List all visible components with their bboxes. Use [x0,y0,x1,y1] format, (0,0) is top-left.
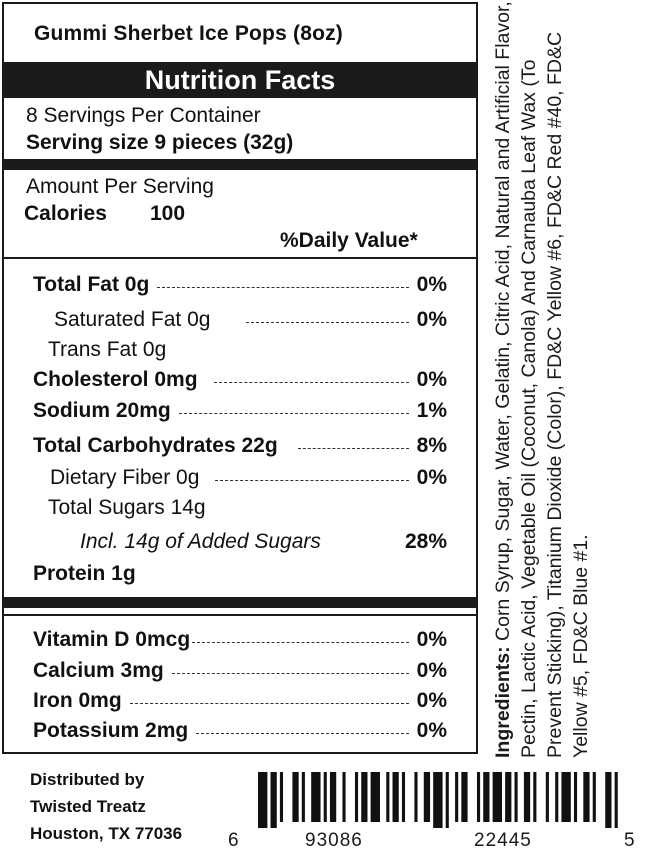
nutrient-row-total-carbohydrates [33,433,447,459]
barcode-digit-last: 5 [624,830,635,851]
barcode-bar [324,772,327,822]
barcode-bar [615,772,618,828]
vitamin-percent: 0% [416,689,447,712]
calories-value: 100 [150,202,186,225]
barcode-bar [311,772,320,822]
barcode-bar [446,772,449,828]
ingredients-label: Ingredients: [492,646,514,758]
nutrient-row-saturated-fat [54,307,447,333]
barcode-bar [505,772,511,822]
nutrient-name: Total Fat 0g [33,273,150,296]
dotted-leader [298,448,409,449]
barcode-bar [605,772,611,828]
ingredients-text: Corn Syrup, Sugar, Water, Gelatin, Citric Acid, Natural and Artificial Flavor, Pectin, Lactic Acid, Vegetable Oil (Coconut, Canola) And Carnauba Leaf Wax (To Prevent Sticking), Titanium Dioxide (Color), FD&C Yellow #6, FD&C Red #40, FD&C Yellow #5, FD&C Blue #1. [492,1,592,758]
servings-per-container: 8 Servings Per Container [26,104,261,127]
nutrient-row-dietary-fiber [50,465,447,491]
barcode-bar [258,772,267,828]
barcode-digit-first: 6 [228,830,239,851]
vitamin-name: Calcium 3mg [33,659,164,682]
nutrient-percent: 28% [404,530,447,553]
vitamin-name: Potassium 2mg [33,719,189,742]
barcode-bar [433,772,442,828]
divider [2,614,478,616]
dotted-leader [157,287,408,288]
daily-value-header: %Daily Value* [280,229,418,252]
nutrient-name: Incl. 14g of Added Sugars [80,530,321,553]
nutrient-name: Saturated Fat 0g [54,308,211,331]
barcode-bar [461,772,467,822]
barcode-bar [574,772,577,822]
vitamin-row-iron [33,688,447,714]
barcode-bar [330,772,336,822]
barcode-bar [292,772,298,822]
ingredients-block [490,0,650,758]
nutrient-row-total-fat [33,272,447,298]
divider-thick [2,159,478,170]
calories-label: Calories [24,202,107,225]
barcode-bar [414,772,417,822]
barcode-bar [546,772,549,822]
barcode-bar [355,772,358,822]
dotted-leader [172,673,409,674]
barcode-bar [342,772,345,822]
nutrient-name: Sodium 20mg [33,399,171,422]
divider-thick [2,597,478,608]
barcode-bar [561,772,570,822]
nutrient-row-added-sugars [80,529,447,555]
nutrient-percent: 8% [416,434,447,457]
nutrient-row-protein [33,561,447,587]
nutrient-percent: 0% [416,368,447,391]
barcode-bar [302,772,305,822]
vitamin-row-potassium [33,718,447,744]
barcode-bar [402,772,405,822]
dotted-leader [246,322,408,323]
nutrient-row-total-sugars [48,495,447,521]
nutrient-name: Cholesterol 0mg [33,368,198,391]
dotted-leader [130,703,409,704]
barcode-group-right: 22445 [474,830,532,851]
barcode-bar [371,772,380,822]
nutrition-facts-title: Nutrition Facts [144,65,336,95]
barcode-bar [424,772,430,822]
vitamin-name: Vitamin D 0mcg [33,628,191,651]
serving-size: Serving size 9 pieces (32g) [26,131,294,154]
barcode-group-left: 93086 [305,830,363,851]
barcode-bar [583,772,589,822]
vitamin-row-calcium [33,658,447,684]
nutrient-percent: 1% [416,399,447,422]
barcode-bar [533,772,536,822]
nutrient-row-trans-fat [48,337,447,363]
barcode-bar [271,772,277,828]
barcode-bar [493,772,502,822]
divider [2,257,478,259]
nutrient-row-sodium [33,398,447,424]
dotted-leader [215,480,408,481]
dotted-leader [214,382,409,383]
distributor-line-1: Distributed by [30,770,145,789]
vitamin-percent: 0% [416,719,447,742]
distributor-name: Twisted Treatz [30,797,146,816]
nutrient-percent: 0% [416,308,447,331]
barcode-bar [483,772,489,822]
barcode-image [258,772,624,828]
nutrient-name: Total Carbohydrates 22g [33,434,278,457]
nutrient-row-cholesterol [33,367,447,393]
barcode-bar [477,772,480,822]
barcode-bar [555,772,558,822]
barcode-bar [524,772,530,822]
barcode-bar [593,772,596,822]
barcode-bar [515,772,518,822]
amount-per-serving: Amount Per Serving [26,175,214,198]
nutrient-name: Protein 1g [33,562,136,585]
barcode-bar [455,772,458,822]
barcode-bar [393,772,399,822]
product-name: Gummi Sherbet Ice Pops (8oz) [34,22,343,45]
nutrient-name: Trans Fat 0g [48,338,167,361]
distributor-address: Houston, TX 77036 [30,824,183,843]
vitamin-row-vitamin-d [33,627,447,653]
dotted-leader [179,413,409,414]
nutrient-name: Total Sugars 14g [48,496,206,519]
vitamin-percent: 0% [416,628,447,651]
nutrient-percent: 0% [416,466,447,489]
dotted-leader [192,642,408,643]
vitamin-percent: 0% [416,659,447,682]
nutrient-percent: 0% [416,273,447,296]
vitamin-name: Iron 0mg [33,689,122,712]
dotted-leader [196,733,408,734]
barcode-bar [361,772,367,822]
nutrient-name: Dietary Fiber 0g [50,466,200,489]
barcode-bar [280,772,283,822]
barcode-bar [386,772,389,822]
